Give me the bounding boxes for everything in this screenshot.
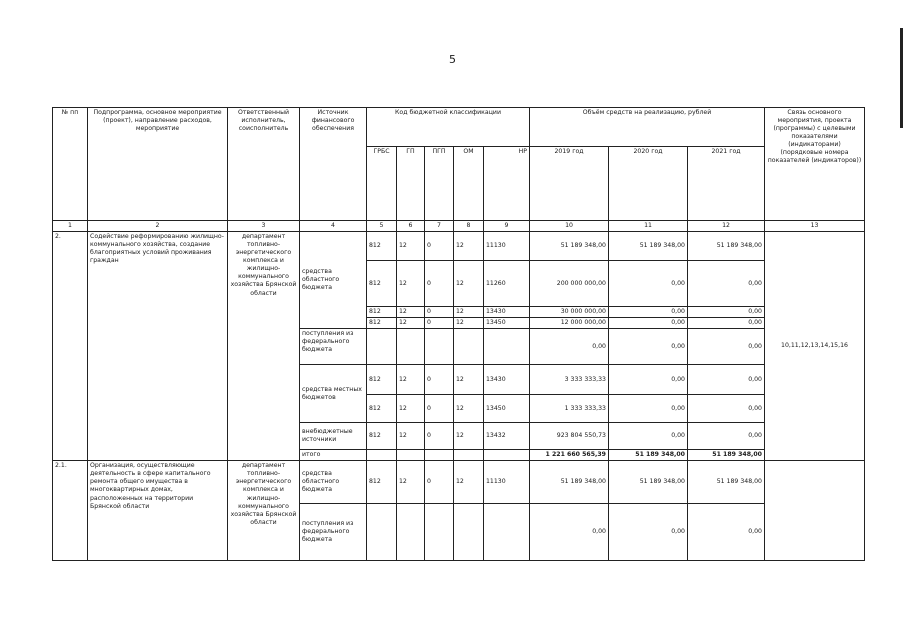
header-gp: ГП (397, 147, 425, 221)
cell-gp: 12 (397, 461, 425, 504)
header-np: НР (484, 147, 530, 221)
cell-om: 12 (454, 318, 484, 329)
header-2020: 2020 год (609, 147, 688, 221)
col-number: 8 (454, 221, 484, 232)
section-name: Содействие реформированию жилищно-коммунального хозяйства, создание благоприятных условий проживания граждан (88, 232, 228, 461)
page-number: 5 (449, 53, 456, 66)
cell-pgp (425, 504, 454, 561)
cell-om: 12 (454, 365, 484, 395)
header-no: № пп (53, 108, 88, 221)
cell-2021: 0,00 (688, 365, 765, 395)
total-2020: 51 189 348,00 (609, 450, 688, 461)
header-kbk: Код бюджетной классификации (367, 108, 530, 147)
total-label: итого (300, 450, 367, 461)
cell-gp: 12 (397, 261, 425, 307)
cell-2021: 0,00 (688, 307, 765, 318)
cell-np: 11260 (484, 261, 530, 307)
cell-pgp: 0 (425, 365, 454, 395)
cell-2019: 200 000 000,00 (530, 261, 609, 307)
col-number: 2 (88, 221, 228, 232)
source-regional: средства областного бюджета (300, 461, 367, 504)
table-row (53, 232, 865, 261)
cell-grbs (367, 450, 397, 461)
cell-grbs (367, 329, 397, 365)
cell-gp: 12 (397, 365, 425, 395)
cell-2021: 51 189 348,00 (688, 232, 765, 261)
col-number: 12 (688, 221, 765, 232)
cell-np: 13450 (484, 318, 530, 329)
cell-pgp: 0 (425, 261, 454, 307)
cell-2021: 51 189 348,00 (688, 461, 765, 504)
section-name: Организация, осуществляющие деятельность в сфере капитального ремонта общего имущества в многоквартирных домах, расположенных на территории Брянской области (88, 461, 228, 561)
table-row (53, 461, 865, 504)
cell-grbs: 812 (367, 318, 397, 329)
col-number: 7 (425, 221, 454, 232)
cell-grbs: 812 (367, 461, 397, 504)
cell-2020: 0,00 (609, 395, 688, 423)
cell-pgp: 0 (425, 318, 454, 329)
cell-2021: 0,00 (688, 504, 765, 561)
cell-np: 11130 (484, 461, 530, 504)
cell-pgp (425, 329, 454, 365)
header-executor: Ответственный исполнитель, соисполнитель (228, 108, 300, 221)
cell-grbs: 812 (367, 232, 397, 261)
cell-2019: 3 333 333,33 (530, 365, 609, 395)
cell-2019: 0,00 (530, 504, 609, 561)
cell-2019: 923 804 550,73 (530, 423, 609, 450)
cell-2021: 0,00 (688, 261, 765, 307)
cell-2020: 51 189 348,00 (609, 461, 688, 504)
cell-2019: 51 189 348,00 (530, 232, 609, 261)
cell-grbs: 812 (367, 365, 397, 395)
cell-np (484, 450, 530, 461)
cell-2020: 0,00 (609, 329, 688, 365)
cell-2019: 12 000 000,00 (530, 318, 609, 329)
col-number: 11 (609, 221, 688, 232)
cell-om (454, 504, 484, 561)
cell-2021: 0,00 (688, 318, 765, 329)
source-offbudget: внебюджетные источники (300, 423, 367, 450)
cell-gp: 12 (397, 232, 425, 261)
cell-om: 12 (454, 461, 484, 504)
header-2019: 2019 год (530, 147, 609, 221)
cell-np: 13430 (484, 307, 530, 318)
source-federal: поступления из федерального бюджета (300, 329, 367, 365)
header-pgp: ПГП (425, 147, 454, 221)
cell-om (454, 329, 484, 365)
total-2021: 51 189 348,00 (688, 450, 765, 461)
cell-np (484, 504, 530, 561)
header-2021: 2021 год (688, 147, 765, 221)
source-regional: средства областного бюджета (300, 232, 367, 329)
indicators: 10,11,12,13,14,15,16 (765, 232, 865, 461)
cell-np (484, 329, 530, 365)
cell-2021: 0,00 (688, 329, 765, 365)
cell-om (454, 450, 484, 461)
cell-pgp: 0 (425, 395, 454, 423)
cell-2019: 1 333 333,33 (530, 395, 609, 423)
col-number: 3 (228, 221, 300, 232)
cell-np: 13432 (484, 423, 530, 450)
source-local: средства местных бюджетов (300, 365, 367, 423)
indicators (765, 461, 865, 561)
cell-np: 11130 (484, 232, 530, 261)
col-number: 1 (53, 221, 88, 232)
cell-grbs: 812 (367, 395, 397, 423)
cell-gp: 12 (397, 395, 425, 423)
col-number: 5 (367, 221, 397, 232)
header-link: Связь основного мероприятия, проекта (программы) с целевыми показателями (индикаторами) (порядковые номера показателей (индикаторов)) (765, 108, 865, 221)
cell-2021: 0,00 (688, 423, 765, 450)
col-number: 10 (530, 221, 609, 232)
cell-om: 12 (454, 307, 484, 318)
cell-om: 12 (454, 395, 484, 423)
cell-2020: 0,00 (609, 504, 688, 561)
cell-2020: 0,00 (609, 318, 688, 329)
cell-gp: 12 (397, 318, 425, 329)
cell-pgp: 0 (425, 461, 454, 504)
cell-np: 13430 (484, 365, 530, 395)
cell-2020: 0,00 (609, 423, 688, 450)
cell-2021: 0,00 (688, 395, 765, 423)
cell-2020: 51 189 348,00 (609, 232, 688, 261)
col-number: 13 (765, 221, 865, 232)
source-federal: поступления из федерального бюджета (300, 504, 367, 561)
cell-pgp (425, 450, 454, 461)
cell-grbs: 812 (367, 261, 397, 307)
cell-grbs (367, 504, 397, 561)
cell-om: 12 (454, 423, 484, 450)
cell-om: 12 (454, 261, 484, 307)
scan-edge-mark (900, 28, 903, 128)
header-subprogram: Подпрограмма, основное мероприятие (проект), направление расходов, мероприятие (88, 108, 228, 221)
header-grbs: ГРБС (367, 147, 397, 221)
header-source: Источник финансового обеспечения (300, 108, 367, 221)
cell-2020: 0,00 (609, 365, 688, 395)
cell-pgp: 0 (425, 423, 454, 450)
cell-pgp: 0 (425, 232, 454, 261)
cell-gp (397, 329, 425, 365)
cell-om: 12 (454, 232, 484, 261)
section-number: 2. (53, 232, 88, 461)
header-om: ОМ (454, 147, 484, 221)
cell-2020: 0,00 (609, 261, 688, 307)
section-executor: департамент топливно-энергетического комплекса и жилищно-коммунального хозяйства Брянской области (228, 461, 300, 561)
cell-np: 13450 (484, 395, 530, 423)
cell-gp (397, 504, 425, 561)
header-volume: Объём средств на реализацию, рублей (530, 108, 765, 147)
cell-gp: 12 (397, 423, 425, 450)
section-number: 2.1. (53, 461, 88, 561)
cell-2019: 0,00 (530, 329, 609, 365)
total-2019: 1 221 660 565,39 (530, 450, 609, 461)
budget-table (52, 107, 865, 561)
cell-gp: 12 (397, 307, 425, 318)
cell-grbs: 812 (367, 307, 397, 318)
cell-2019: 30 000 000,00 (530, 307, 609, 318)
cell-2020: 0,00 (609, 307, 688, 318)
cell-gp (397, 450, 425, 461)
cell-pgp: 0 (425, 307, 454, 318)
col-number: 4 (300, 221, 367, 232)
col-number: 6 (397, 221, 425, 232)
cell-2019: 51 189 348,00 (530, 461, 609, 504)
section-executor: департамент топливно-энергетического комплекса и жилищно-коммунального хозяйства Брянской области (228, 232, 300, 461)
col-number: 9 (484, 221, 530, 232)
cell-grbs: 812 (367, 423, 397, 450)
